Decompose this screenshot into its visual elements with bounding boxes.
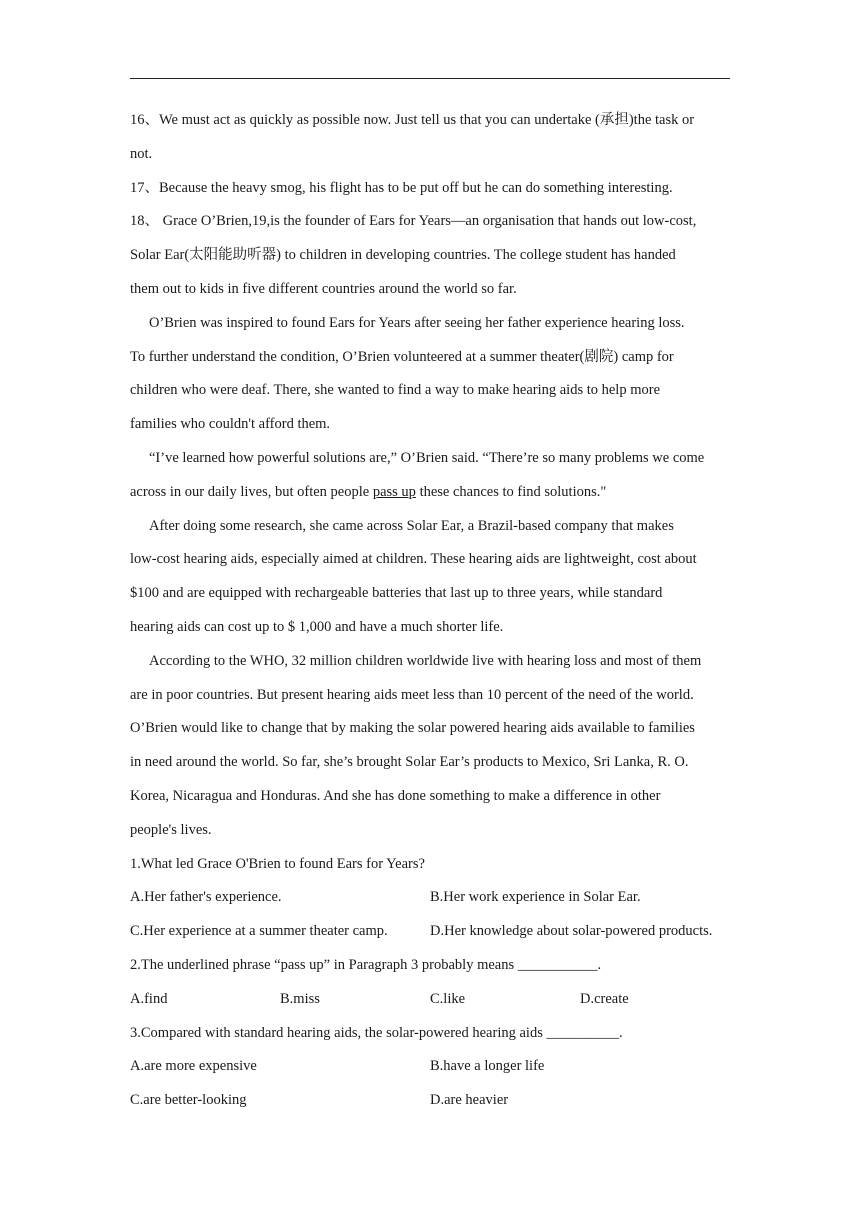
- option-a: A.find: [130, 990, 168, 1007]
- options-row: [130, 983, 740, 1017]
- option-c: C.like: [430, 990, 466, 1007]
- options-row: [130, 1050, 740, 1084]
- passage-line: hearing aids can cost up to $ 1,000 and have a much shorter life.: [130, 618, 504, 635]
- question-stem: 3.Compared with standard hearing aids, the solar-powered hearing aids __________.: [130, 1024, 623, 1041]
- q17-sentence: 17、Because the heavy smog, his flight has to be put off but he can do something interesting.: [130, 179, 673, 196]
- question-2: [130, 949, 740, 1017]
- option-a: A.Her father's experience.: [130, 889, 282, 906]
- passage-line: Korea, Nicaragua and Honduras. And she has done something to make a difference in other: [130, 787, 661, 804]
- passage-line: According to the WHO, 32 million children worldwide live with hearing loss and most of them: [149, 652, 702, 669]
- passage-paragraph-3: [130, 442, 740, 510]
- passage-paragraph-5: [130, 645, 740, 848]
- options-row: [130, 1084, 740, 1118]
- passage-line: children who were deaf. There, she wanted to find a way to make hearing aids to help more: [130, 382, 661, 399]
- header-rule: [130, 78, 730, 79]
- passage-line: To further understand the condition, O’Brien volunteered at a summer theater(剧院) camp for: [130, 348, 674, 365]
- passage-line: families who couldn't afford them.: [130, 416, 331, 433]
- passage-line: them out to kids in five different countries around the world so far.: [130, 280, 517, 297]
- options-row: [130, 915, 740, 949]
- passage-line: “I’ve learned how powerful solutions are,” O’Brien said. “There’re so many problems we come: [149, 449, 705, 466]
- passage-line: are in poor countries. But present hearing aids meet less than 10 percent of the need of the world.: [130, 686, 694, 703]
- passage-line: Solar Ear(太阳能助听器) to children in developing countries. The college student has handed: [130, 247, 676, 264]
- passage-line: [130, 476, 740, 510]
- question-stem: 1.What led Grace O'Brien to found Ears for Years?: [130, 855, 425, 872]
- passage-line: in need around the world. So far, she’s brought Solar Ear’s products to Mexico, Sri Lanka, R. O.: [130, 754, 689, 771]
- q16-line-2: not.: [130, 145, 153, 162]
- options-row: [130, 881, 740, 915]
- passage-line: people's lives.: [130, 821, 212, 838]
- passage-line: O’Brien would like to change that by making the solar powered hearing aids available to families: [130, 720, 695, 737]
- passage-line: After doing some research, she came across Solar Ear, a Brazil-based company that makes: [149, 517, 674, 534]
- question-stem: 2.The underlined phrase “pass up” in Paragraph 3 probably means ___________.: [130, 956, 602, 973]
- passage-line: 18、 Grace O’Brien,19,is the founder of Ears for Years—an organisation that hands out low-cost,: [130, 213, 697, 230]
- document-body: [130, 104, 740, 1118]
- option-b: B.have a longer life: [430, 1058, 545, 1075]
- option-b: B.Her work experience in Solar Ear.: [430, 889, 641, 906]
- underlined-phrase: pass up: [372, 483, 416, 500]
- question-3: [130, 1017, 740, 1118]
- question-1: [130, 848, 740, 949]
- option-d: D.are heavier: [430, 1092, 509, 1109]
- passage-line: low-cost hearing aids, especially aimed at children. These hearing aids are lightweight, cost about: [130, 551, 697, 568]
- option-a: A.are more expensive: [130, 1058, 257, 1075]
- text-segment: these chances to find solutions.": [415, 483, 607, 500]
- option-c: C.Her experience at a summer theater camp.: [130, 923, 388, 940]
- option-c: C.are better-looking: [130, 1092, 247, 1109]
- passage-paragraph-2: [130, 307, 740, 442]
- passage-paragraph-4: [130, 510, 740, 645]
- passage-line: $100 and are equipped with rechargeable batteries that last up to three years, while standard: [130, 585, 663, 602]
- text-segment: across in our daily lives, but often people: [130, 483, 373, 500]
- option-d: D.create: [580, 990, 629, 1007]
- passage-line: O’Brien was inspired to found Ears for Years after seeing her father experience hearing loss.: [149, 314, 685, 331]
- option-b: B.miss: [280, 990, 320, 1007]
- passage-paragraph-1: [130, 205, 740, 306]
- q16-line-1: 16、We must act as quickly as possible now. Just tell us that you can undertake (承担)the task or: [130, 112, 695, 128]
- option-d: D.Her knowledge about solar-powered products.: [430, 923, 713, 940]
